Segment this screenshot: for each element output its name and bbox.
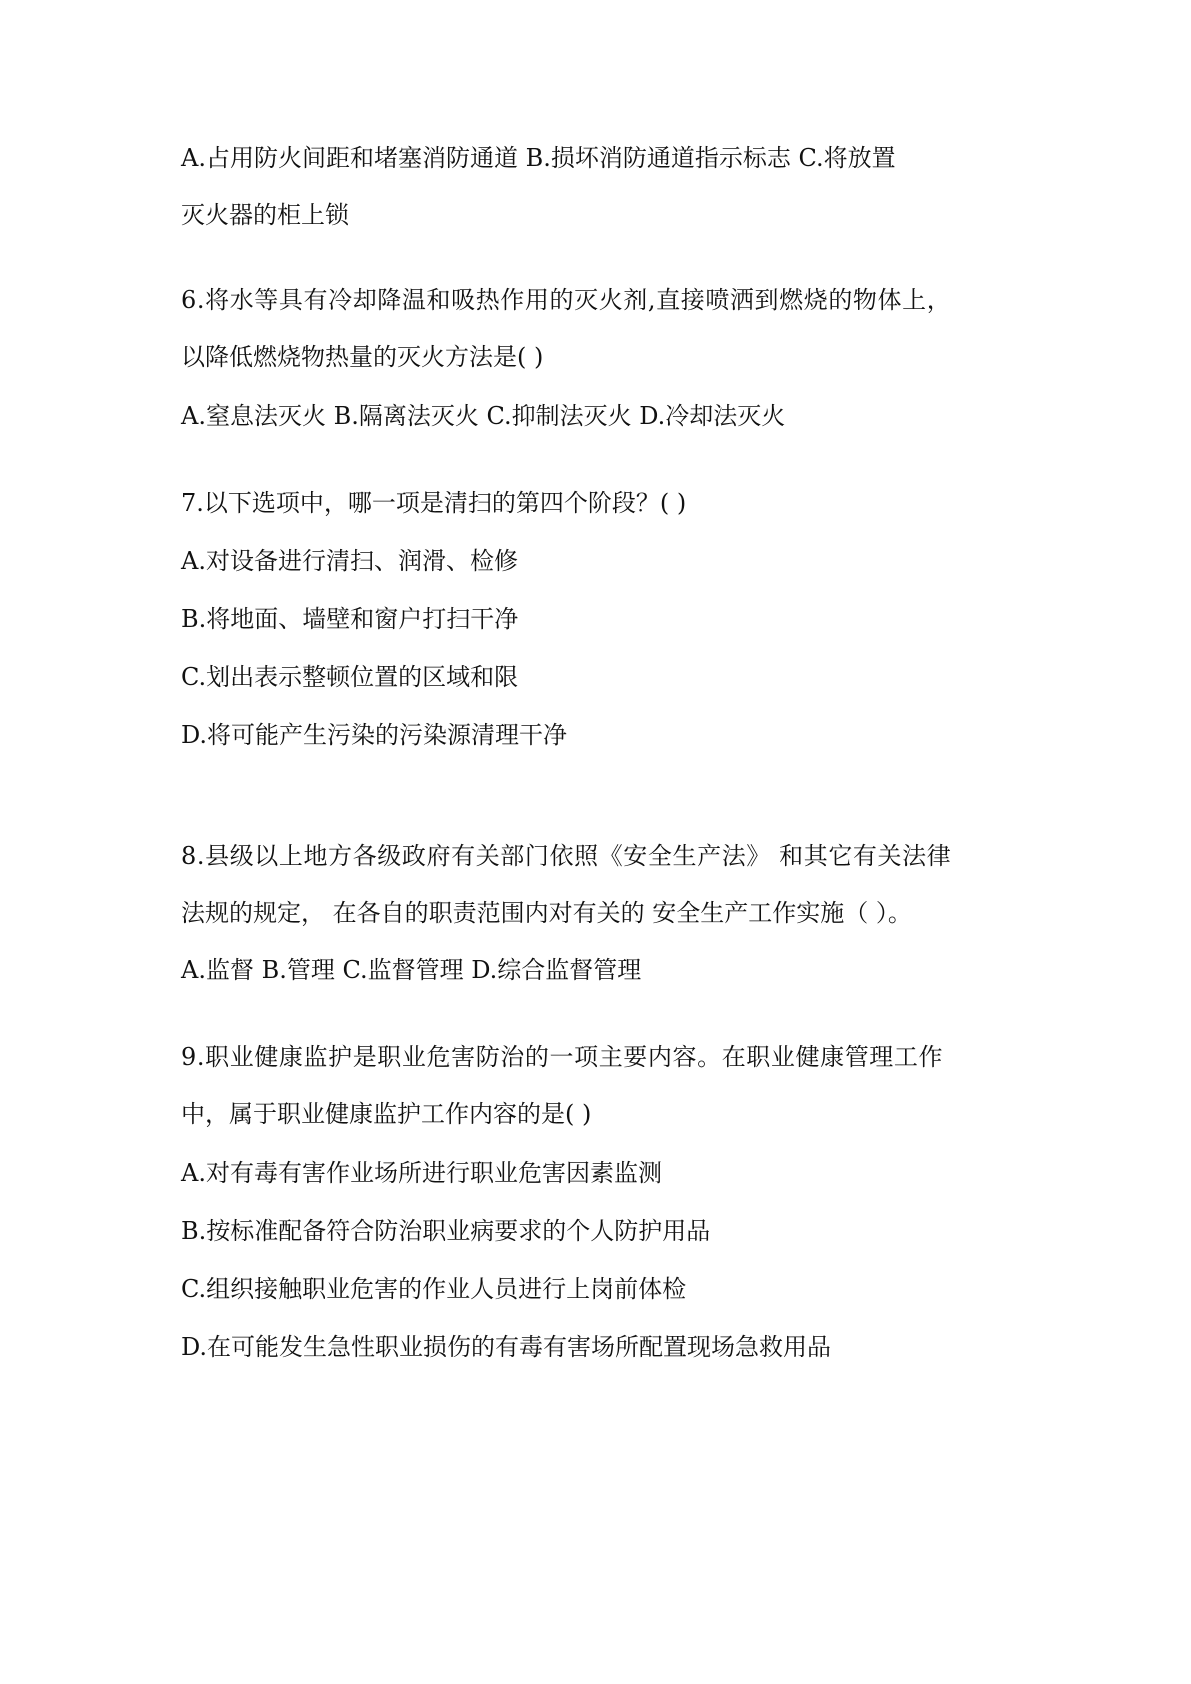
question-7-option-d: D.将可能产生污染的污染源清理干净: [181, 721, 568, 749]
question-9-text-line-1: 9.职业健康监护是职业危害防治的一项主要内容。在职业健康管理工作: [181, 1043, 944, 1071]
question-7-text: 7.以下选项中，哪一项是清扫的第四个阶段？( ): [181, 489, 687, 517]
question-7-option-a: A.对设备进行清扫、润滑、检修: [181, 547, 518, 575]
question-7-option-b: B.将地面、墙壁和窗户打扫干净: [181, 605, 519, 633]
question-6-options: A.窒息法灭火 B.隔离法灭火 C.抑制法灭火 D.冷却法灭火: [181, 402, 786, 430]
question-8-text-line-2: 法规的规定， 在各自的职责范围内对有关的 安全生产工作实施（ ）。: [181, 899, 912, 927]
question-8-options: A.监督 B.管理 C.监督管理 D.综合监督管理: [181, 956, 642, 984]
question-9-text-line-2: 中，属于职业健康监护工作内容的是( ): [181, 1100, 592, 1128]
question-6-text-line-1: 6.将水等具有冷却降温和吸热作用的灭火剂,直接喷洒到燃烧的物体上，: [181, 286, 952, 314]
question-7-option-c: C.划出表示整顿位置的区域和限: [181, 663, 519, 691]
question-9-option-b: B.按标准配备符合防治职业病要求的个人防护用品: [181, 1217, 711, 1245]
question-8-text-line-1: 8.县级以上地方各级政府有关部门依照《安全生产法》 和其它有关法律: [181, 842, 952, 870]
question-5-options-line-1: A.占用防火间距和堵塞消防通道 B.损坏消防通道指示标志 C.将放置: [181, 144, 896, 172]
question-6-text-line-2: 以降低燃烧物热量的灭火方法是( ): [181, 343, 544, 371]
question-9-option-a: A.对有毒有害作业场所进行职业危害因素监测: [181, 1159, 662, 1187]
question-9-option-d: D.在可能发生急性职业损伤的有毒有害场所配置现场急救用品: [181, 1333, 832, 1361]
question-5-options-line-2: 灭火器的柜上锁: [181, 201, 349, 229]
question-9-option-c: C.组织接触职业危害的作业人员进行上岗前体检: [181, 1275, 687, 1303]
